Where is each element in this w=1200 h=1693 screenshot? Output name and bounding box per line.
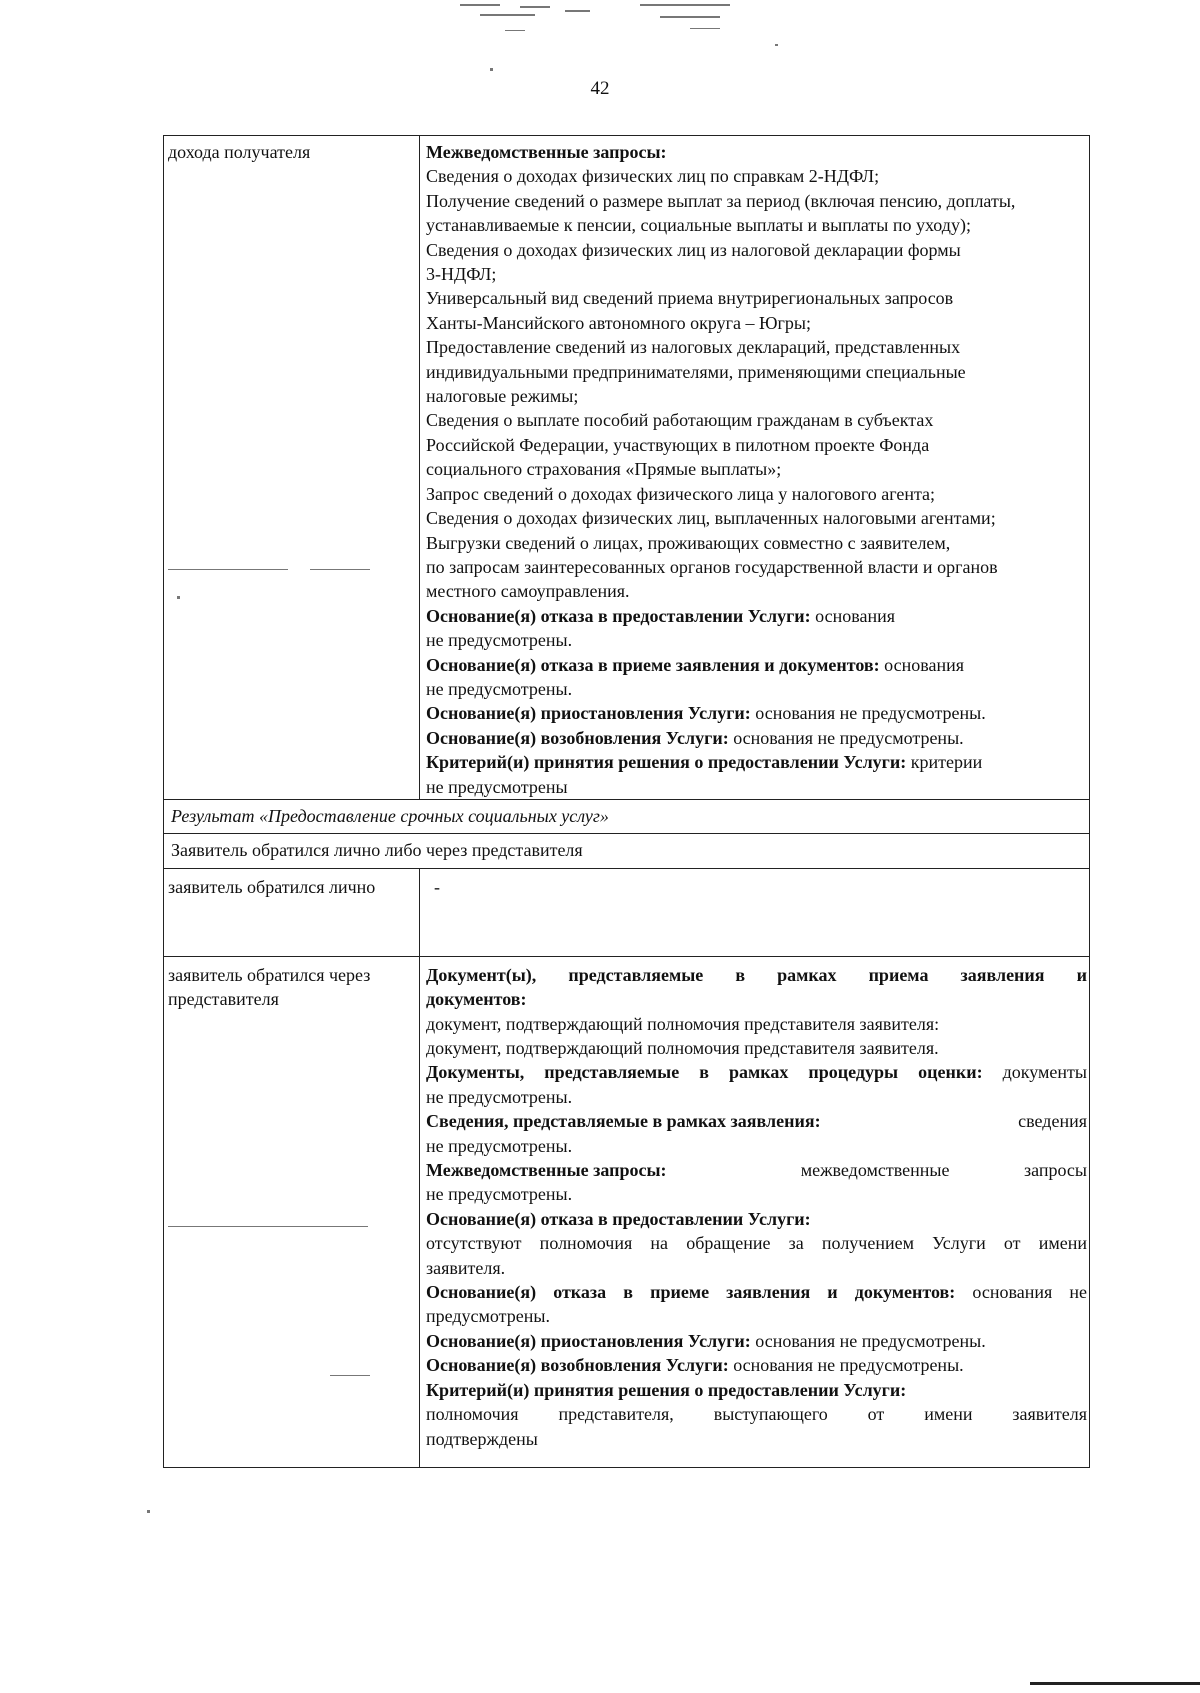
reception-label: Основание(я) отказа в приеме заявления и документов: xyxy=(426,654,880,675)
interdept-text: межведомственные запросы xyxy=(800,1160,1087,1181)
request-line: Предоставление сведений из налоговых деклараций, представленных xyxy=(426,337,961,358)
info-text: сведения xyxy=(1018,1111,1087,1132)
criteria xyxy=(426,750,1087,774)
reception-cont: не предусмотрены. xyxy=(426,678,573,699)
refusal-line: отсутствуют полномочия на обращение за получением Услуги от имени xyxy=(426,1233,1087,1254)
request-line: Получение сведений о размере выплат за период (включая пенсию, доплаты, xyxy=(426,190,1016,211)
refusal-cont: не предусмотрены. xyxy=(426,630,573,651)
request-line: 3-НДФЛ; xyxy=(426,264,497,285)
criteria-line: полномочия представителя, выступающего от имени заявителя xyxy=(426,1404,1087,1425)
table-row-applicant xyxy=(163,834,1090,868)
refusal-label: Основание(я) отказа в предоставлении Услуги: xyxy=(426,1208,811,1229)
reception-cont: предусмотрены. xyxy=(426,1306,550,1327)
cell-spacer xyxy=(426,1451,1087,1467)
request-line: по запросам заинтересованных органов государственной власти и органов xyxy=(426,556,998,577)
request-line: Российской Федерации, участвующих в пилотном проекте Фонда xyxy=(426,434,930,455)
request-line: Сведения о доходах физических лиц по справкам 2-НДФЛ; xyxy=(426,166,880,187)
eval-docs xyxy=(426,1060,1087,1084)
rep-left-line2: представителя xyxy=(168,989,279,1010)
interdept-requests-heading: Межведомственные запросы: xyxy=(426,142,667,162)
request-line: местного самоуправления. xyxy=(426,581,630,602)
request-line: Выгрузки сведений о лицах, проживающих совместно с заявителем, xyxy=(426,532,951,553)
resumption-label: Основание(я) возобновления Услуги: xyxy=(426,727,729,748)
request-line: Универсальный вид сведений приема внутрирегиональных запросов xyxy=(426,288,954,309)
document-table xyxy=(163,135,1090,1468)
request-line: Сведения о выплате пособий работающим гражданам в субъектах xyxy=(426,410,934,431)
reception-grounds xyxy=(426,653,1087,677)
interdept-cont: не предусмотрены. xyxy=(426,1184,573,1205)
applicant-title: Заявитель обратился лично либо через представителя xyxy=(171,840,583,861)
request-line: устанавливаемые к пенсии, социальные выплаты и выплаты по уходу); xyxy=(426,215,971,236)
criteria-line: подтверждены xyxy=(426,1428,538,1449)
criteria-cont: не предусмотрены xyxy=(426,776,568,797)
reception-label: Основание(я) отказа в приеме заявления и документов: xyxy=(426,1282,956,1303)
request-line: Запрос сведений о доходах физического лица у налогового агента; xyxy=(426,483,936,504)
suspension-text: основания не предусмотрены. xyxy=(755,703,986,724)
refusal-label: Основание(я) отказа в предоставлении Услуги: xyxy=(426,605,811,626)
suspension-text: основания не предусмотрены. xyxy=(755,1330,986,1351)
row-personal-right: - xyxy=(434,876,440,897)
criteria-label: Критерий(и) принятия решения о предоставлении Услуги: xyxy=(426,752,907,773)
rep-left-line1: заявитель обратился через xyxy=(168,964,371,985)
refusal-text: основания xyxy=(815,605,895,626)
info-cont: не предусмотрены. xyxy=(426,1135,573,1156)
row-personal-left: заявитель обратился лично xyxy=(164,869,420,956)
row-income-right xyxy=(420,136,1089,799)
reception-text: основания не xyxy=(972,1282,1087,1303)
row-income-left: дохода получателя xyxy=(164,136,420,799)
row-rep-right xyxy=(420,957,1089,1467)
resumption-grounds xyxy=(426,726,1087,750)
request-line: Сведения о доходах физических лиц, выплаченных налоговыми агентами; xyxy=(426,508,996,529)
eval-cont: не предусмотрены. xyxy=(426,1086,573,1107)
interdept-label: Межведомственные запросы: xyxy=(426,1160,667,1181)
eval-text: документы xyxy=(1002,1062,1087,1083)
table-row-representative xyxy=(163,957,1090,1468)
request-line: индивидуальными предпринимателями, применяющими специальные xyxy=(426,361,966,382)
docs-item: документ, подтверждающий полномочия представителя заявителя. xyxy=(426,1038,939,1058)
request-line: социального страхования «Прямые выплаты»; xyxy=(426,459,782,480)
suspension-label: Основание(я) приостановления Услуги: xyxy=(426,703,751,724)
criteria-text: критерии xyxy=(910,752,983,773)
request-line: Ханты-Мансийского автономного округа – Югры; xyxy=(426,312,811,333)
table-row-personal xyxy=(163,869,1090,957)
info xyxy=(426,1109,1087,1133)
table-row-result xyxy=(163,800,1090,834)
eval-label: Документы, представляемые в рамках процедуры оценки: xyxy=(426,1062,983,1083)
resumption-text: основания не предусмотрены. xyxy=(733,727,964,748)
table-row-income xyxy=(163,135,1090,800)
reception-grounds xyxy=(426,1280,1087,1304)
request-line: Сведения о доходах физических лиц из налоговой декларации формы xyxy=(426,239,961,260)
resumption-text: основания не предусмотрены. xyxy=(733,1355,964,1376)
interdept xyxy=(426,1158,1087,1182)
page-number: 42 xyxy=(590,78,610,99)
suspension-label: Основание(я) приостановления Услуги: xyxy=(426,1330,751,1351)
info-label: Сведения, представляемые в рамках заявления: xyxy=(426,1111,821,1132)
refusal-grounds xyxy=(426,604,1087,628)
request-line: налоговые режимы; xyxy=(426,386,579,407)
result-title: Результат «Предоставление срочных социальных услуг» xyxy=(171,805,609,826)
reception-text: основания xyxy=(884,654,964,675)
docs-item: документ, подтверждающий полномочия представителя заявителя: xyxy=(426,1013,940,1034)
docs-heading: Документ(ы), представляемые в рамках приема заявления и xyxy=(426,964,1087,985)
suspension-grounds xyxy=(426,701,1087,725)
refusal-line: заявителя. xyxy=(426,1257,506,1278)
resumption-label: Основание(я) возобновления Услуги: xyxy=(426,1355,729,1376)
row-rep-left xyxy=(164,957,420,1467)
suspension-grounds xyxy=(426,1329,1087,1353)
docs-heading-cont: документов: xyxy=(426,989,527,1010)
resumption-grounds xyxy=(426,1353,1087,1377)
criteria-label: Критерий(и) принятия решения о предоставлении Услуги: xyxy=(426,1379,907,1400)
